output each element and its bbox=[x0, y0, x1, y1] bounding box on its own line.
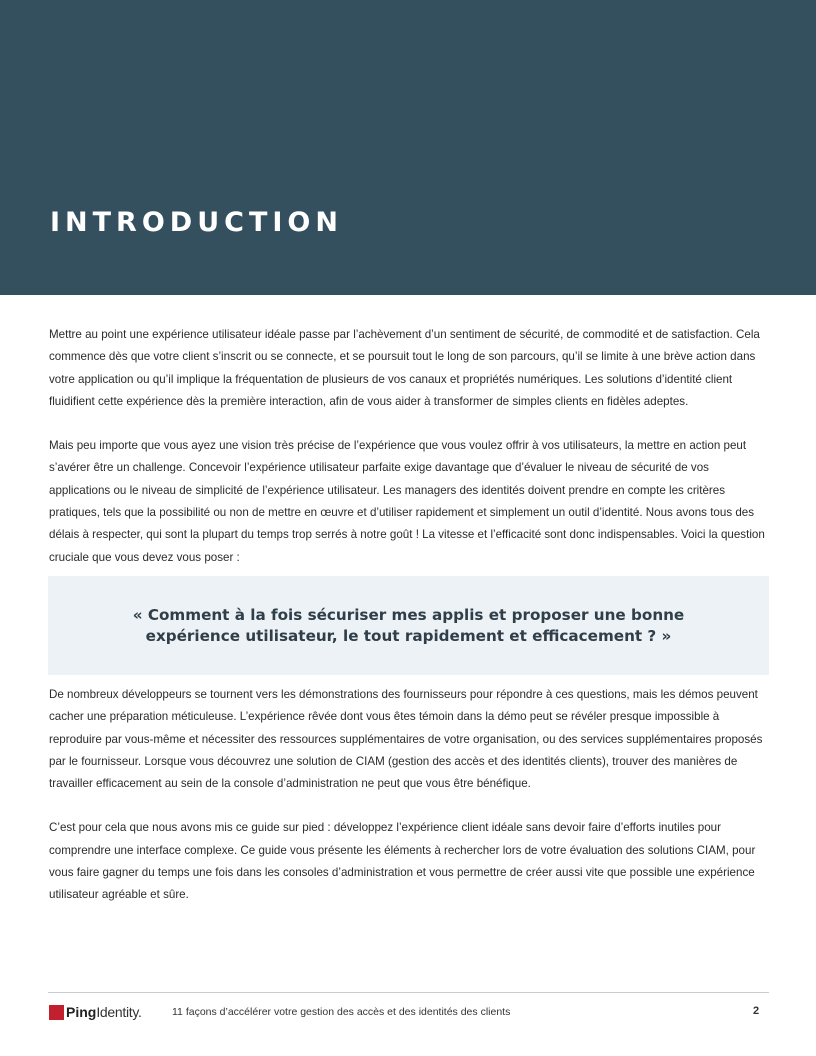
intro-text bbox=[49, 324, 771, 591]
paragraph: Mais peu importe que vous ayez une vision très précise de l’expérience que vous voulez offrir à vos utilisateurs, la mettre en action peut s’avérer être un challenge. Concevoir l’expérience utilisateur parfaite exige davantage que d’évaluer le niveau de sécurité de vos applications ou le niveau de simplicité de l’expérience utilisateur. Les managers des identités doivent prendre en compte les critères pratiques, tels que la possibilité ou non de mettre en œuvre et d’utiliser rapidement et simplement un outil d’identité. Nous avons tous des délais à respecter, qui sont la plupart du temps trop serrés à notre goût ! La vitesse et l’efficacité sont donc indispensables. Voici la question cruciale que vous devez vous poser : bbox=[49, 439, 765, 564]
paragraph: Mettre au point une expérience utilisateur idéale passe par l’achèvement d’un sentiment de sécurité, de commodité et de satisfaction. Cela commence dès que votre client s’inscrit ou se connecte, et se poursuit tout le long de son parcours, qu’il se limite à une brève action dans votre application ou qu’il implique la fréquentation de plusieurs de vos canaux et propriétés numériques. Les solutions d’identité client fluidifient cette expérience dès la première interaction, afin de vous aider à transformer de simples clients en fidèles adeptes. bbox=[49, 328, 760, 408]
paragraph: De nombreux développeurs se tournent vers les démonstrations des fournisseurs pour répondre à ces questions, mais les démos peuvent cacher une préparation méticuleuse. L’expérience rêvée dont vous êtes témoin dans la démo peut se révéler presque impossible à reproduire par vous-même et nécessiter des ressources supplémentaires de votre organisation, ou des services supplémentaires proposés par le fournisseur. Lorsque vous découvrez une solution de CIAM (gestion des accès et des identités clients), trouver des manières de travailler efficacement au sein de la console d’administration ne peut que vous être bénéfique. bbox=[49, 688, 763, 791]
logo-bold: Ping bbox=[66, 1004, 97, 1020]
body-text bbox=[49, 684, 771, 929]
footer-document-title: 11 façons d’accélérer votre gestion des accès et des identités des clients bbox=[172, 1006, 511, 1018]
logo-light: Identity. bbox=[96, 1004, 142, 1020]
quote-text: « Comment à la fois sécuriser mes applis et proposer une bonne expérience utilisateur, le tout rapidement et efficacement ? » bbox=[132, 605, 685, 645]
header-banner bbox=[0, 0, 816, 295]
paragraph: C’est pour cela que nous avons mis ce guide sur pied : développez l’expérience client idéale sans devoir faire d’efforts inutiles pour comprendre une interface complexe. Ce guide vous présente les éléments à rechercher lors de votre évaluation des solutions CIAM, pour vous faire gagner du temps une fois dans les consoles d’administration et vous permettre de créer aussi vite que possible une expérience utilisateur agréable et sûre. bbox=[49, 821, 756, 902]
ping-identity-logo bbox=[49, 1004, 142, 1020]
pull-quote bbox=[48, 576, 769, 675]
page-title: INTRODUCTION bbox=[50, 207, 343, 238]
logo-square-icon bbox=[49, 1005, 64, 1020]
footer-divider bbox=[48, 992, 769, 993]
page-number: 2 bbox=[753, 1005, 760, 1017]
